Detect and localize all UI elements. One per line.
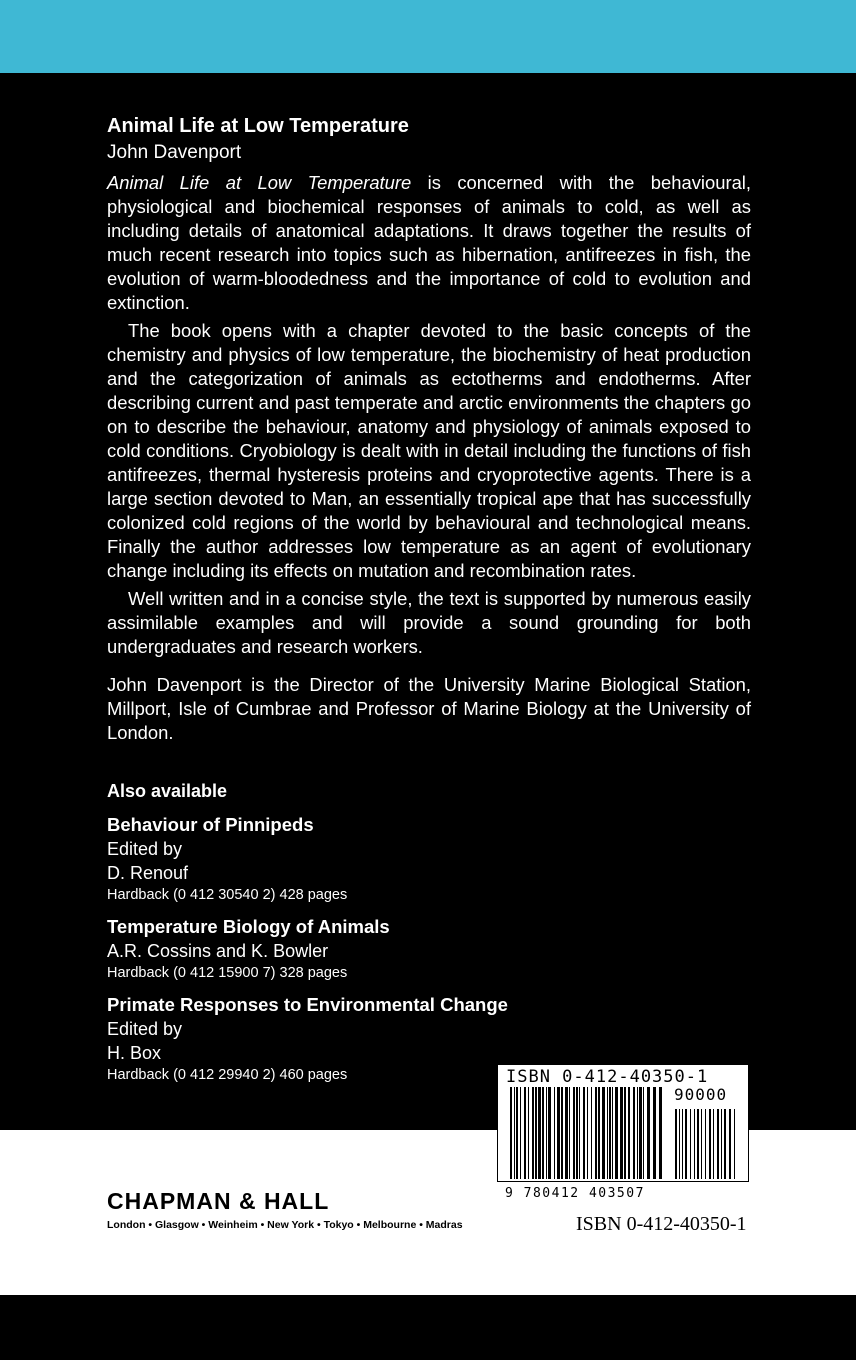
also-item-editor: H. Box <box>107 1043 162 1063</box>
also-available-heading: Also available <box>107 781 228 801</box>
price-code: 90000 <box>674 1085 728 1104</box>
title-italic: Animal Life at Low Temperature <box>107 172 412 193</box>
also-item-2 <box>107 915 751 983</box>
also-item-meta: Hardback (0 412 29940 2) 460 pages <box>107 1067 348 1083</box>
bottom-black-band <box>0 1295 856 1360</box>
description-paragraph-3: Well written and in a concise style, the text is supported by numerous easily assimilable examples and will provide a sound grounding for both undergraduates and research workers. <box>107 588 751 657</box>
also-item-authors: A.R. Cossins and K. Bowler <box>107 941 329 961</box>
book-author: John Davenport <box>107 142 242 163</box>
description-paragraph-1-text: is concerned with the behavioural, physiological and biochemical responses of animals to cold, as well as including details of anatomical adaptations. It draws together the results of much recent research into topics such as hibernation, antifreezes in fish, the evolution of warm-bloodedness and the importance of cold to evolution and extinction. <box>107 172 751 313</box>
also-item-meta: Hardback (0 412 30540 2) 428 pages <box>107 887 348 903</box>
isbn-text: ISBN 0-412-40350-1 <box>576 1213 747 1235</box>
description-paragraph-1 <box>107 171 751 315</box>
top-color-band <box>0 0 856 73</box>
barcode-isbn-label: ISBN 0-412-40350-1 <box>506 1067 709 1087</box>
barcode-box <box>497 1064 749 1182</box>
description-paragraph-2: The book opens with a chapter devoted to the basic concepts of the chemistry and physics of low temperature, the biochemistry of heat production and the categorization of animals as ectotherms and endotherms. After describing current and past temperate and arctic environments the chapters go on to describe the behaviour, anatomy and physiology of animals exposed to cold conditions. Cryobiology is dealt with in detail including the functions of fish antifreezes, thermal hysteresis proteins and cryoprotective agents. There is a large section devoted to Man, an essentially tropical ape that has successfully colonized cold regions of the world by behavioural and technological means. Finally the author addresses low temperature as an agent of evolutionary change including its effects on mutation and recombination rates. <box>107 320 751 581</box>
back-cover-text <box>107 113 751 1085</box>
book-title: Animal Life at Low Temperature <box>107 115 409 137</box>
also-item-editor-label: Edited by <box>107 1019 183 1039</box>
publisher-cities: London • Glasgow • Weinheim • New York • Tokyo • Melbourne • Madras <box>107 1219 463 1231</box>
also-item-title: Temperature Biology of Animals <box>107 916 390 937</box>
also-item-meta: Hardback (0 412 15900 7) 328 pages <box>107 965 348 981</box>
also-item-1 <box>107 813 751 905</box>
publisher-logo: CHAPMAN & HALL <box>107 1188 330 1214</box>
also-item-title: Behaviour of Pinnipeds <box>107 814 314 835</box>
author-bio: John Davenport is the Director of the University Marine Biological Station, Millport, Isle of Cumbrae and Professor of Marine Biology at the University of London. <box>107 674 751 743</box>
also-item-title: Primate Responses to Environmental Change <box>107 994 508 1015</box>
ean-digits: 9 780412 403507 <box>505 1186 645 1201</box>
also-item-editor-label: Edited by <box>107 839 183 859</box>
also-item-editor: D. Renouf <box>107 863 189 883</box>
